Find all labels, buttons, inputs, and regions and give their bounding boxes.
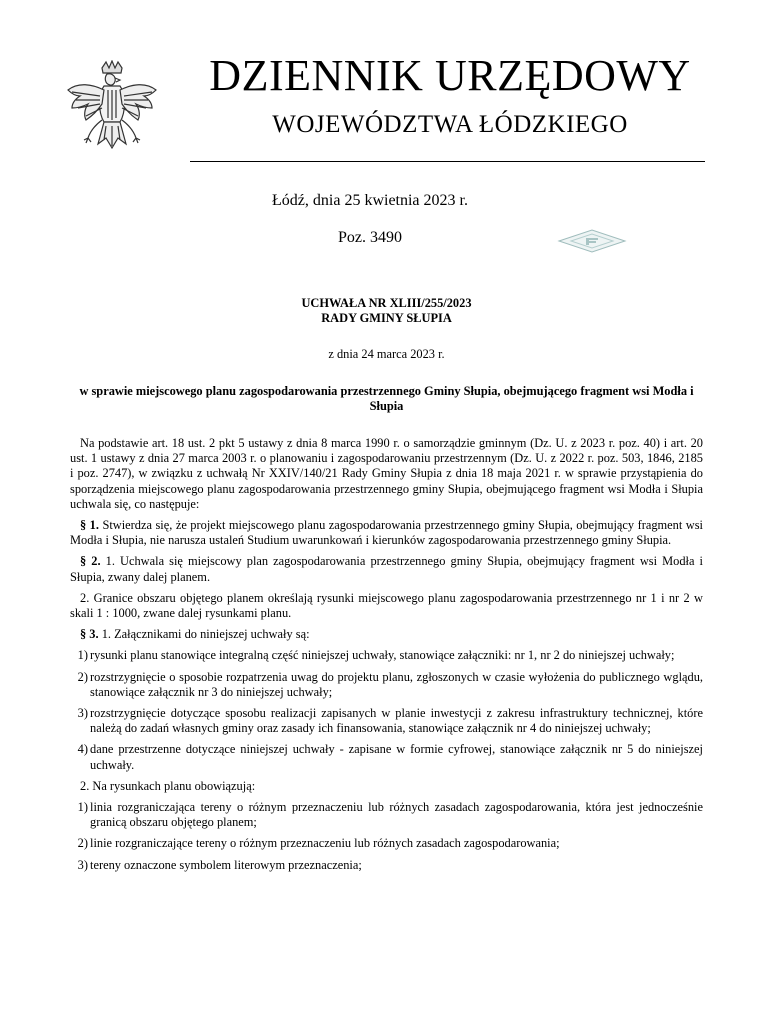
section-2-text: 1. Uchwala się miejscowy plan zagospodarowania przestrzennego gminy Słupia, obejmujący fragment wsi Modła i Słupia, zwany dalej planem. [70, 554, 703, 584]
section-3-label: § 3. [80, 627, 99, 642]
list-item [70, 858, 703, 873]
journal-title: DZIENNIK URZĘDOWY [209, 51, 691, 100]
resolution-date: z dnia 24 marca 2023 r. [328, 347, 445, 362]
section-2-label: § 2. [80, 554, 101, 569]
attachments-list [70, 648, 703, 772]
position-number: Poz. 3490 [338, 229, 402, 246]
list-item [70, 836, 703, 851]
list-item-text: rozstrzygnięcie o sposobie rozpatrzenia uwag do projektu planu, zgłoszonych w czasie wyłożenia do publicznego wglądu, stanowiące załącznik nr 3 do niniejszej uchwały; [90, 669, 703, 699]
section-3-point-2: 2. Na rysunkach planu obowiązują: [80, 778, 256, 793]
list-item [70, 742, 703, 772]
list-item-number: 3) [77, 857, 88, 872]
electronic-signature-stamp-icon [557, 228, 627, 254]
list-item-number: 4) [77, 742, 88, 757]
coat-of-arms-eagle-icon [64, 60, 160, 166]
list-item-number: 3) [77, 706, 88, 721]
resolution-number: UCHWAŁA NR XLIII/255/2023 [301, 296, 472, 310]
section-1-label: § 1. [80, 518, 99, 533]
section-1 [70, 518, 703, 548]
section-1-text: Stwierdza się, że projekt miejscowego planu zagospodarowania przestrzennego gminy Słupia, obejmujący fragment wsi Modła i Słupia, nie narusza ustaleń Studium uwarunkowań i kierunków zagospodarowania przestrzennego gminy Słupia. [70, 518, 703, 548]
resolution-subject: w sprawie miejscowego planu zagospodarowania przestrzennego Gminy Słupia, obejmującego fragment wsi Modła i Słupia [79, 383, 694, 413]
list-item-text: rozstrzygnięcie dotyczące sposobu realizacji zapisanych w planie inwestycji z zakresu infrastruktury technicznej, które należą do zadań własnych gminy oraz zasady ich finansowania, stanowiące załącznik nr 4 do niniejszej uchwały; [90, 706, 703, 736]
journal-subtitle: WOJEWÓDZTWA ŁÓDZKIEGO [272, 111, 628, 138]
list-item [70, 706, 703, 736]
list-item [70, 670, 703, 700]
resolution-body: RADY GMINY SŁUPIA [321, 311, 452, 326]
list-item [70, 648, 703, 663]
document-body [70, 296, 703, 873]
section-3 [70, 627, 703, 642]
legal-basis-paragraph: Na podstawie art. 18 ust. 2 pkt 5 ustawy z dnia 8 marca 1990 r. o samorządzie gminnym (Dz. U. z 2023 r. poz. 40) i art. 20 ust. 1 ustawy z dnia 27 marca 2003 r. o planowaniu i zagospodarowaniu przestrzennym (Dz. U. z 2022 r. poz. 503, 1846, 2185 i poz. 2747), w związku z uchwałą Nr XXIV/140/21 Rady Gminy Słupia z dnia 18 maja 2021 r. w sprawie przystąpienia do sporządzenia miejscowego planu zagospodarowania przestrzennego gminy Słupia, obejmującego fragment wsi Modła i Słupia uchwala się, co następuje: [70, 436, 703, 511]
list-item-text: linie rozgraniczające tereny o różnym przeznaczeniu lub różnych zasadach zagospodarowania; [90, 836, 560, 851]
drawing-elements-list [70, 800, 703, 873]
section-2 [70, 554, 703, 584]
header-divider [190, 161, 705, 162]
list-item [70, 800, 703, 830]
section-2-point-2: 2. Granice obszaru objętego planem określają rysunki miejscowego planu zagospodarowania przestrzennego nr 1 i nr 2 w skali 1 : 1000, zwane dalej rysunkami planu. [70, 590, 703, 621]
list-item-text: linia rozgraniczająca tereny o różnym przeznaczeniu lub różnych zasadach zagospodarowania, która jest jednocześnie granicą obszaru objętego planem; [90, 800, 703, 830]
list-item-number: 2) [77, 669, 88, 684]
list-item-number: 1) [77, 648, 88, 663]
list-item-text: tereny oznaczone symbolem literowym przeznaczenia; [90, 857, 362, 872]
section-3-text: 1. Załącznikami do niniejszej uchwały są: [98, 627, 310, 642]
list-item-number: 1) [77, 800, 88, 815]
list-item-number: 2) [77, 836, 88, 851]
list-item-text: dane przestrzenne dotyczące niniejszej uchwały - zapisane w formie cyfrowej, stanowiące załącznik nr 5 do niniejszej uchwały. [90, 742, 703, 772]
list-item-text: rysunki planu stanowiące integralną część niniejszej uchwały, stanowiące załączniki: nr 1, nr 2 do niniejszej uchwały; [90, 648, 675, 663]
publication-date: Łódź, dnia 25 kwietnia 2023 r. [272, 192, 468, 209]
